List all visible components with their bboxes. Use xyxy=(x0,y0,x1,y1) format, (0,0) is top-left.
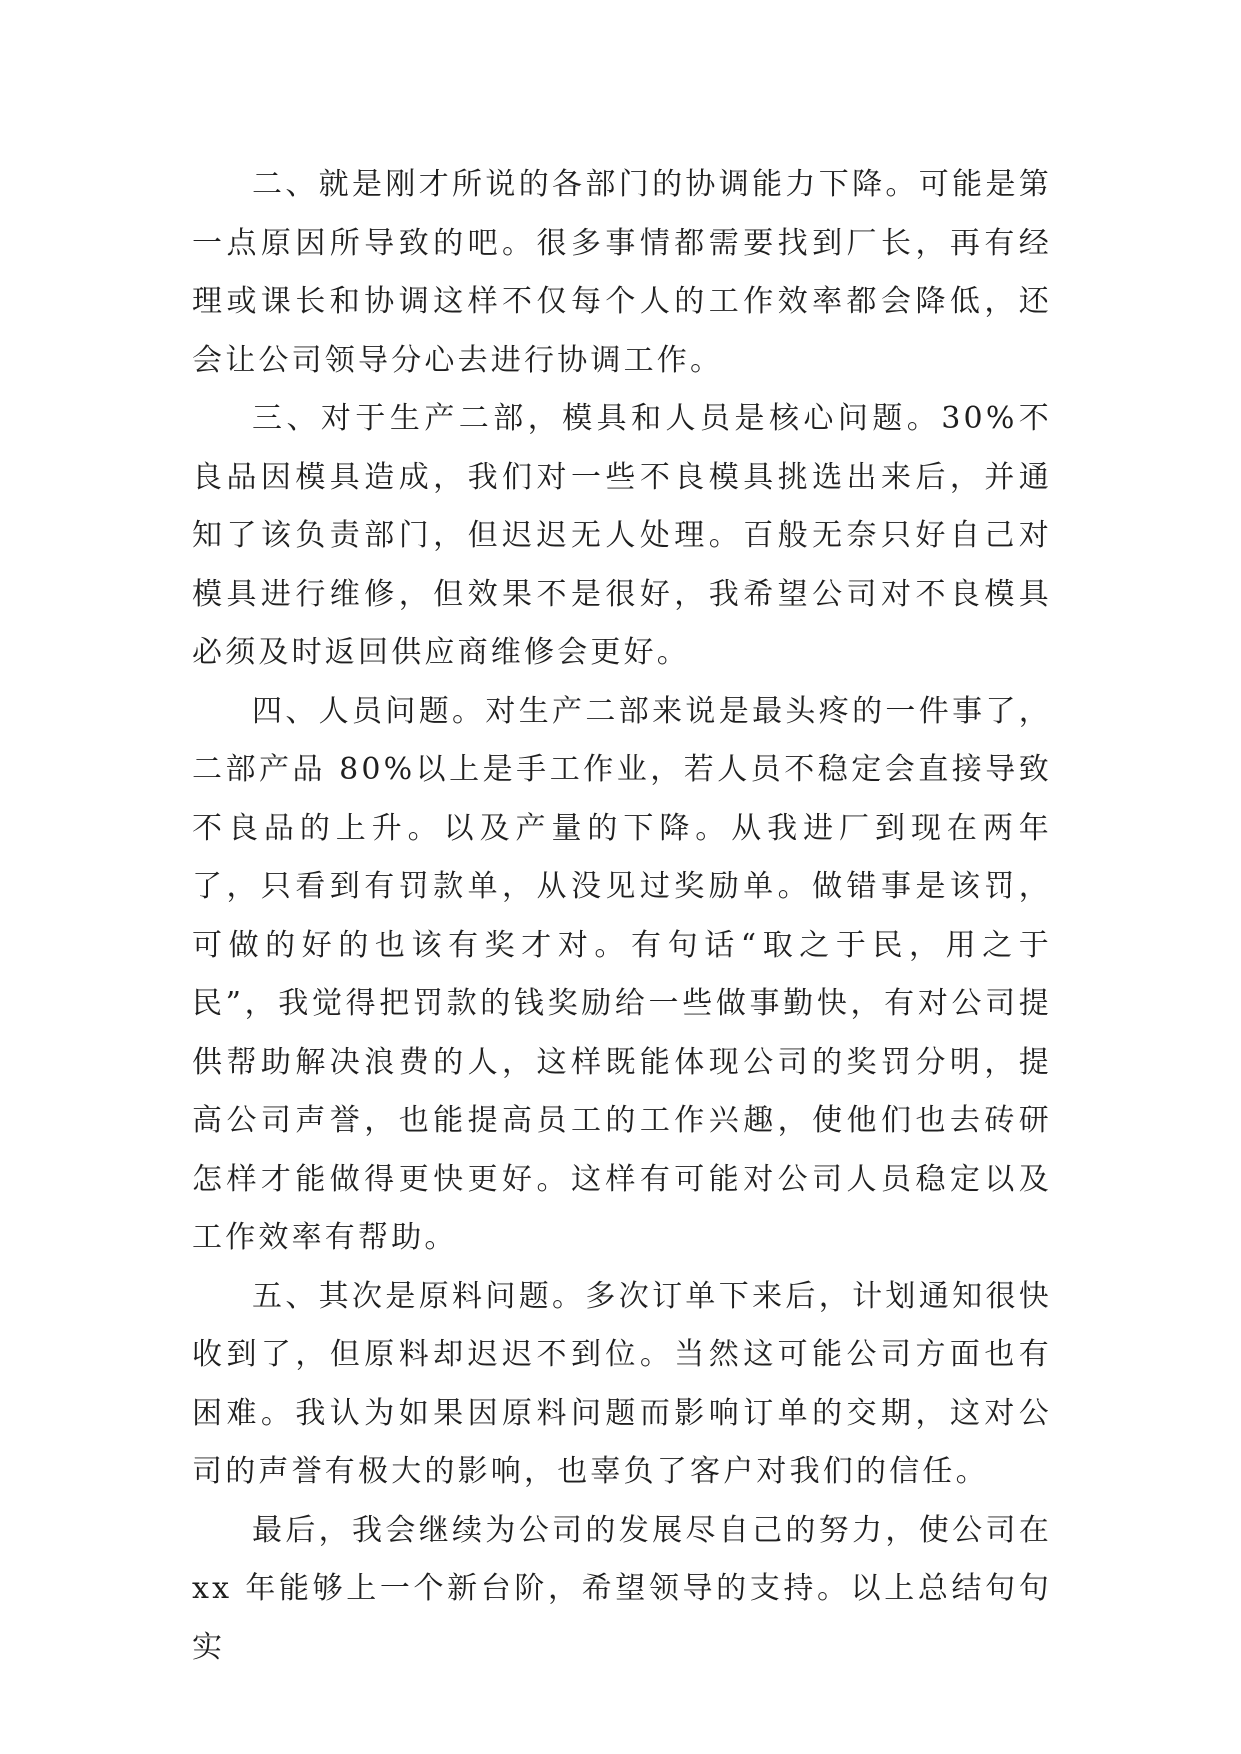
paragraph-personnel: 四、人员问题。对生产二部来说是最头疼的一件事了，二部产品 80%以上是手工作业，若人员不稳定会直接导致不良品的上升。以及产量的下降。从我进厂到现在两年了，只看到有罚款单，从没见过奖励单。做错事是该罚，可做的好的也该有奖才对。有句话“取之于民，用之于民”，我觉得把罚款的钱奖励给一些做事勤快，有对公司提供帮助解决浪费的人，这样既能体现公司的奖罚分明，提高公司声誉，也能提高员工的工作兴趣，使他们也去砖研怎样才能做得更快更好。这样有可能对公司人员稳定以及工作效率有帮助。 xyxy=(192,693,1052,1255)
paragraph-molds: 三、对于生产二部，模具和人员是核心问题。30%不良品因模具造成，我们对一些不良模具挑选出来后，并通知了该负责部门，但迟迟无人处理。百般无奈只好自己对模具进行维修，但效果不是很好，我希望公司对不良模具必须及时返回供应商维修会更好。 xyxy=(192,401,1052,670)
paragraph-materials: 五、其次是原料问题。多次订单下来后，计划通知很快收到了，但原料却迟迟不到位。当然这可能公司方面也有困难。我认为如果因原料问题而影响订单的交期，这对公司的声誉有极大的影响，也辜负了客户对我们的信任。 xyxy=(192,1278,1052,1489)
paragraph-conclusion: 最后，我会继续为公司的发展尽自己的努力，使公司在xx 年能够上一个新台阶，希望领导的支持。以上总结句句实 xyxy=(192,1512,1052,1665)
document-body xyxy=(192,156,1052,1677)
paragraph-coordination: 二、就是刚才所说的各部门的协调能力下降。可能是第一点原因所导致的吧。很多事情都需要找到厂长，再有经理或课长和协调这样不仅每个人的工作效率都会降低，还会让公司领导分心去进行协调工作。 xyxy=(192,167,1052,378)
